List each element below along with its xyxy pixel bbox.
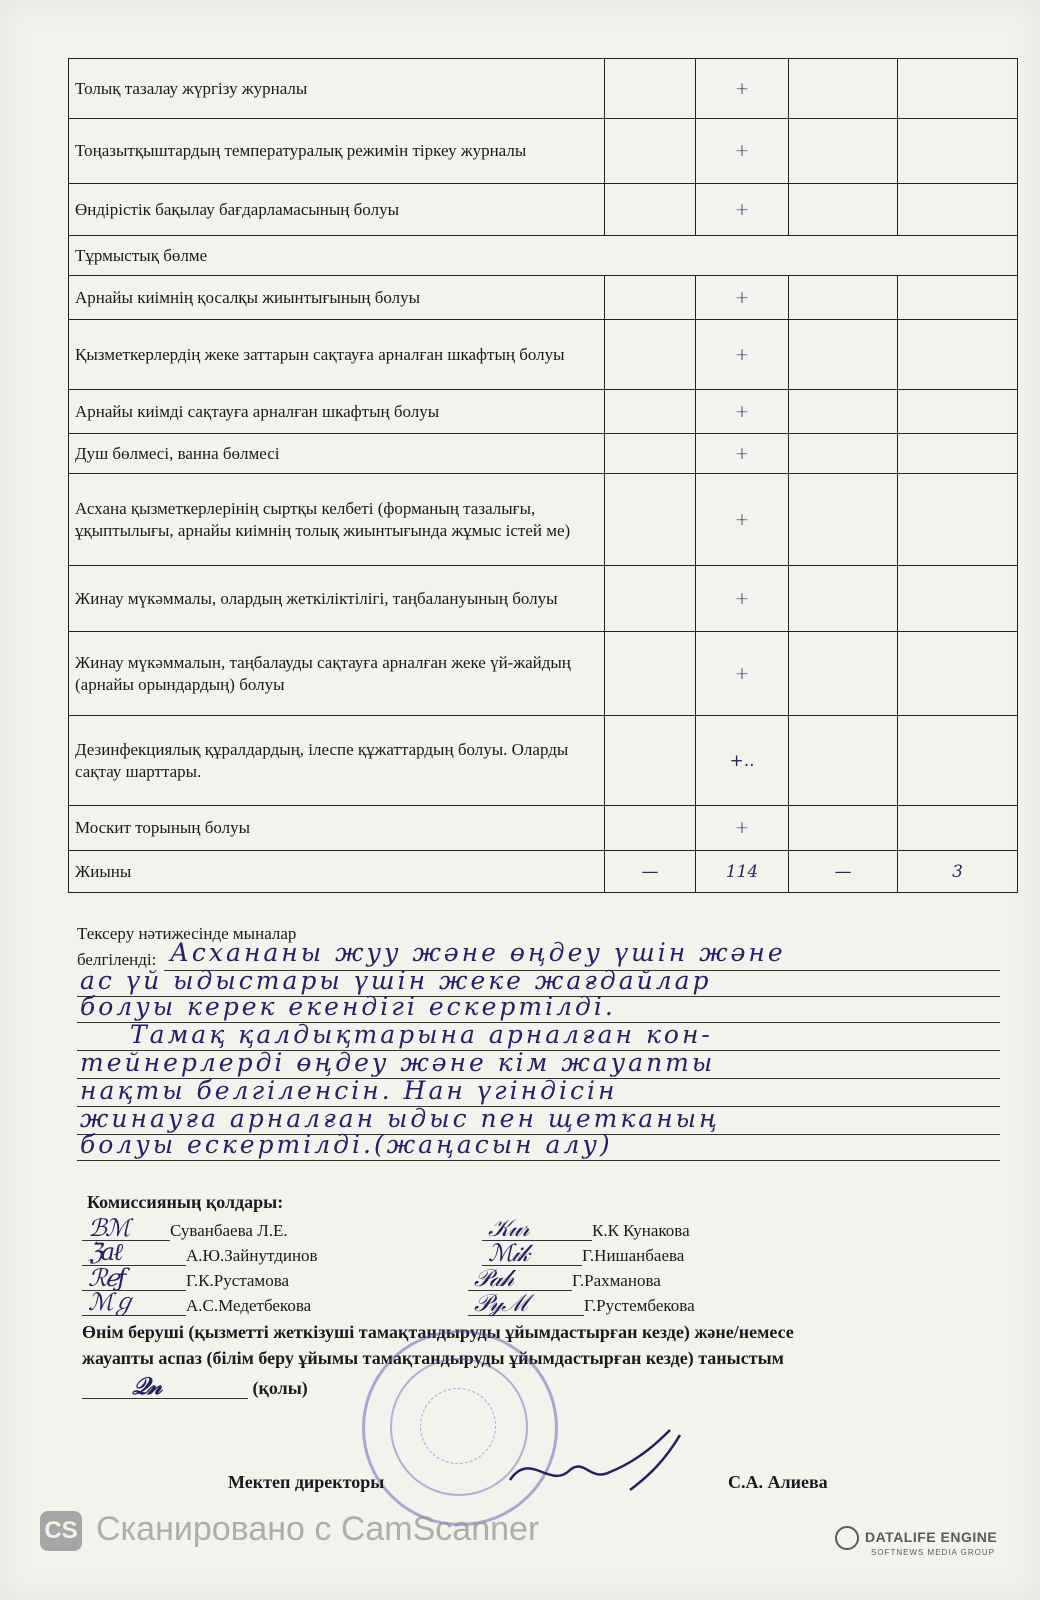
director-label: Мектеп директоры — [228, 1472, 385, 1492]
cell-mark — [898, 434, 1018, 474]
cell-mark — [789, 59, 898, 119]
director-signature — [490, 1420, 690, 1510]
cell-mark — [898, 806, 1018, 851]
table-row — [69, 276, 1018, 320]
cell-mark — [898, 566, 1018, 632]
signature-scribble: 𝒫𝒶𝒽 — [474, 1264, 513, 1292]
row-label: Жинау мүкәммалы, олардың жеткіліктілігі, таңбалануының болуы — [69, 566, 605, 632]
signature-row — [468, 1289, 695, 1317]
cell-mark — [605, 119, 696, 184]
cell-mark — [605, 184, 696, 236]
cell-mark — [605, 474, 696, 566]
ruled-line — [77, 1160, 1000, 1161]
cell-mark — [605, 434, 696, 474]
signature-stroke — [510, 1430, 680, 1490]
dle-title: DATALIFE ENGINE — [865, 1529, 998, 1546]
cell-mark: + — [696, 806, 789, 851]
row-label: Дезинфекциялық құралдардың, ілеспе құжаттардың болуы. Оларды сақтау шарттары. — [69, 716, 605, 806]
row-label: Асхана қызметкерлерінің сыртқы келбеті (форманың тазалығы, ұқыптылығы, арнайы киімнің толық жиынтығында жұмыс істей ме) — [69, 474, 605, 566]
signer-name: Г.Нишанбаева — [582, 1246, 685, 1265]
table-total-row — [69, 851, 1018, 893]
findings-title: Тексеру нәтижесінде мыналар — [77, 924, 297, 943]
table-row — [69, 806, 1018, 851]
total-label: Жиыны — [69, 851, 605, 893]
signer-name: Суванбаева Л.Е. — [170, 1221, 288, 1240]
cell-mark — [789, 184, 898, 236]
handwritten-line: болуы керек екендігі ескертілді. — [80, 992, 616, 1021]
cell-mark — [605, 806, 696, 851]
handwritten-line: жинауға арналған ыдыс пен щетканың — [80, 1104, 720, 1133]
cell-mark: + — [696, 474, 789, 566]
signer-name: Г.Рустембекова — [584, 1296, 695, 1315]
row-label: Душ бөлмесі, ванна бөлмесі — [69, 434, 605, 474]
signature-scribble: ℳℊ — [88, 1288, 134, 1316]
watermark-text: Сканировано с CamScanner — [96, 1510, 540, 1548]
stamp-emblem — [420, 1388, 496, 1464]
cell-mark: + — [696, 434, 789, 474]
signature-line — [82, 1371, 248, 1400]
cell-mark — [789, 474, 898, 566]
signature-row — [82, 1288, 312, 1316]
cell-mark — [898, 184, 1018, 236]
findings-label: белгіленді: — [77, 950, 157, 969]
signature-line — [482, 1214, 592, 1242]
acknowledgement-line-1: Өнім беруші (қызметті жеткізуші тамақтандыруды ұйымдастырған кезде) және/немесе — [82, 1322, 794, 1342]
cell-mark — [789, 276, 898, 320]
cell-mark — [898, 276, 1018, 320]
cell-mark — [789, 320, 898, 390]
table-row — [69, 566, 1018, 632]
signature-row — [82, 1238, 318, 1266]
cell-mark — [605, 320, 696, 390]
handwritten-line: Тамақ қалдықтарына арналған кон- — [130, 1020, 713, 1049]
cell-mark: + — [696, 632, 789, 716]
row-label: Қызметкерлердің жеке заттарын сақтауға арналған шкафтың болуы — [69, 320, 605, 390]
row-label: Толық тазалау жүргізу журналы — [69, 59, 605, 119]
handwritten-line: нақты белгіленсін. Нан үгіндісін — [80, 1076, 618, 1105]
signature-line — [468, 1264, 572, 1292]
cell-mark: + — [696, 184, 789, 236]
checklist-table — [68, 58, 1018, 893]
cell-mark: + — [696, 566, 789, 632]
cell-mark — [789, 716, 898, 806]
cell-mark: + — [696, 59, 789, 119]
cell-mark — [605, 566, 696, 632]
commission-title: Комиссияның қолдары: — [87, 1192, 284, 1212]
cell-mark: +.. — [696, 716, 789, 806]
director-name: С.А. Алиева — [728, 1472, 828, 1492]
table-row — [69, 434, 1018, 474]
cell-mark — [789, 390, 898, 434]
table-section-row — [69, 236, 1018, 276]
cell-mark — [789, 566, 898, 632]
cell-mark — [789, 434, 898, 474]
cell-mark — [789, 632, 898, 716]
cell-mark — [789, 806, 898, 851]
row-label: Өндірістік бақылау бағдарламасының болуы — [69, 184, 605, 236]
table-row — [69, 119, 1018, 184]
signature-scribble: ℨaℓ — [88, 1238, 122, 1266]
signer-name: К.К Кунакова — [592, 1221, 690, 1240]
cell-mark: + — [696, 119, 789, 184]
cell-mark — [898, 632, 1018, 716]
handwritten-line: болуы ескертілді.(жаңасын алу) — [80, 1130, 613, 1159]
handwritten-line: Асхананы жуу және өңдеу үшін және — [170, 938, 786, 967]
dle-watermark — [835, 1526, 997, 1557]
signature-scribble: 𝒦𝓊𝓇 — [488, 1214, 528, 1242]
dle-logo-icon — [835, 1526, 859, 1550]
signature-line — [468, 1289, 584, 1317]
handwritten-line: тейнерлерді өңдеу және кім жауапты — [80, 1048, 716, 1077]
cell-mark — [605, 716, 696, 806]
total-cell: — — [605, 851, 696, 893]
cell-mark — [898, 119, 1018, 184]
signature-row — [468, 1264, 661, 1292]
cell-mark: + — [696, 320, 789, 390]
table-row — [69, 716, 1018, 806]
signer-name: Г.Рахманова — [572, 1271, 661, 1290]
cell-mark — [898, 390, 1018, 434]
row-label: Тоңазытқыштардың температуралық режимін тіркеу журналы — [69, 119, 605, 184]
signature-line — [82, 1238, 186, 1266]
total-cell: 114 — [696, 851, 789, 893]
section-label: Тұрмыстық бөлме — [69, 236, 1018, 276]
camscanner-logo-icon: CS — [40, 1511, 82, 1551]
signer-name: А.Ю.Зайнутдинов — [186, 1246, 318, 1265]
cell-mark — [898, 320, 1018, 390]
signature-scribble: ℛℯƒ — [88, 1264, 125, 1292]
total-cell: 3 — [898, 851, 1018, 893]
total-cell: — — [789, 851, 898, 893]
cell-mark — [605, 59, 696, 119]
cell-mark — [789, 119, 898, 184]
handwritten-line: ас үй ыдыстары үшін жеке жағдайлар — [80, 966, 712, 995]
row-label: Арнайы киімді сақтауға арналған шкафтың болуы — [69, 390, 605, 434]
table-row — [69, 474, 1018, 566]
signer-name: А.С.Медетбекова — [186, 1296, 312, 1315]
cell-mark — [605, 276, 696, 320]
signature-row — [482, 1239, 685, 1267]
row-label: Москит торының болуы — [69, 806, 605, 851]
cell-mark — [898, 59, 1018, 119]
signature-line — [482, 1239, 582, 1267]
row-label: Арнайы киімнің қосалқы жиынтығының болуы — [69, 276, 605, 320]
signature-caption: (қолы) — [252, 1378, 308, 1398]
cell-mark — [605, 390, 696, 434]
signature-scribble: 𝒫𝓎ℳ — [474, 1289, 527, 1317]
signature-line — [82, 1288, 186, 1316]
signature-row — [482, 1214, 690, 1242]
acknowledgement-signature-row — [82, 1371, 308, 1400]
dle-subtitle: SOFTNEWS MEDIA GROUP — [871, 1548, 996, 1557]
signature-scribble: ℬℳ — [88, 1214, 129, 1242]
scanner-watermark — [40, 1510, 539, 1551]
row-label: Жинау мүкәммалын, таңбалауды сақтауға арналған жеке үй-жайдың (арнайы орындардың) болуы — [69, 632, 605, 716]
acknowledgement-line-2: жауапты аспаз (білім беру ұйымы тамақтандыруды ұйымдастырған кезде) таныстым — [82, 1348, 784, 1368]
table-row — [69, 59, 1018, 119]
signature-scribble: 𝒬𝓃 — [132, 1371, 161, 1400]
cell-mark — [898, 474, 1018, 566]
cell-mark — [898, 716, 1018, 806]
signer-name: Г.К.Рустамова — [186, 1271, 290, 1290]
cell-mark: + — [696, 276, 789, 320]
table-row — [69, 390, 1018, 434]
cell-mark: + — [696, 390, 789, 434]
table-row — [69, 320, 1018, 390]
cell-mark — [605, 632, 696, 716]
table-row — [69, 184, 1018, 236]
table-row — [69, 632, 1018, 716]
signature-scribble: ℳ𝒾𝓀 — [488, 1239, 529, 1267]
